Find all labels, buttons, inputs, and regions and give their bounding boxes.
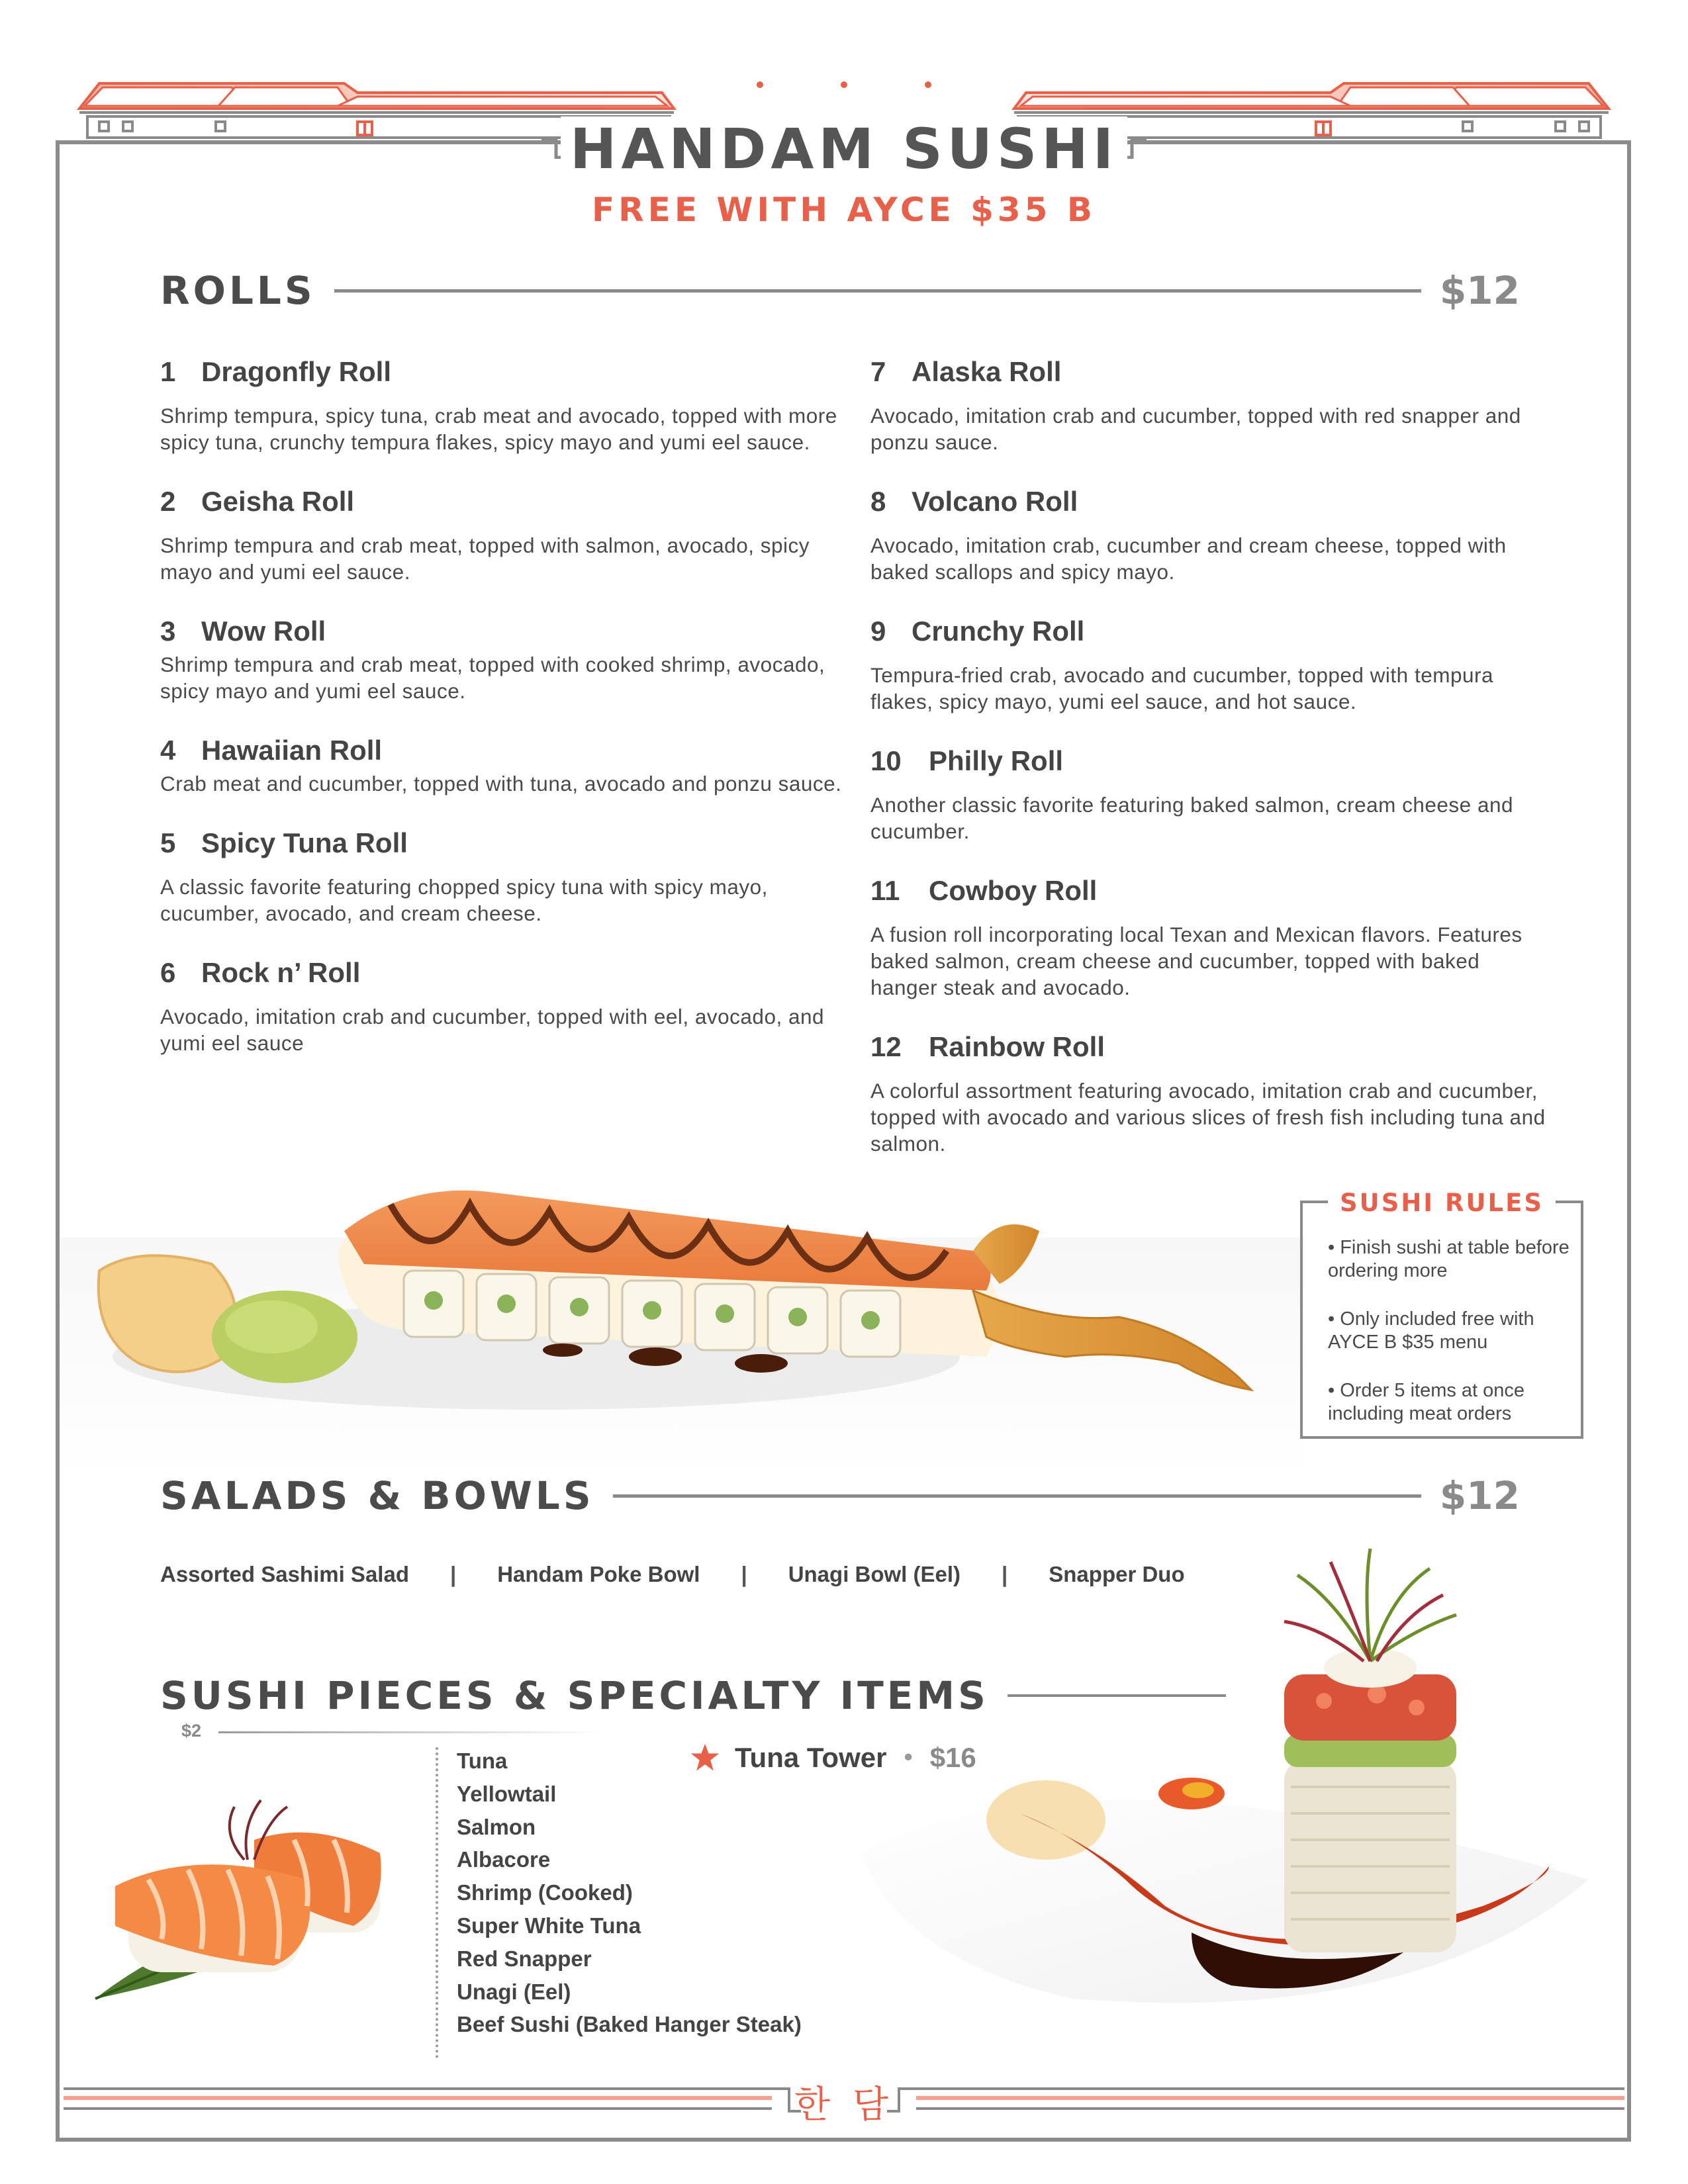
roll-item	[160, 735, 849, 797]
roll-item	[870, 1031, 1552, 1157]
sushi-piece-item: Tuna	[457, 1749, 508, 1773]
roll-description: Shrimp tempura and crab meat, topped with salmon, avocado, spicy mayo and yumi eel sauce.	[160, 533, 810, 584]
page-subtitle: FREE WITH AYCE $35 B	[592, 191, 1096, 229]
roll-number: 2	[160, 486, 176, 517]
rolls-left-column	[160, 356, 849, 1087]
roll-item	[870, 615, 1552, 715]
rolls-title: ROLLS	[160, 268, 316, 313]
roll-name: Crunchy Roll	[912, 615, 1085, 647]
roll-description: Shrimp tempura, spicy tuna, crab meat and avocado, topped with more spicy tuna, crunchy tempura flakes, spicy mayo and yumi eel sauce.	[160, 404, 837, 454]
rolls-price: $12	[1439, 268, 1520, 313]
roll-number: 3	[160, 615, 176, 647]
roll-item	[870, 356, 1552, 455]
sushi-roll-photo	[60, 1158, 1304, 1476]
rolls-divider	[334, 289, 1421, 293]
roll-description: A fusion roll incorporating local Texan and Mexican flavors. Features baked salmon, cream cheese and cucumber, topped with baked hanger steak and avocado.	[870, 923, 1523, 999]
roll-name: Dragonfly Roll	[201, 356, 392, 387]
roll-number: 1	[160, 356, 176, 387]
specialty-price: $16	[929, 1742, 976, 1773]
separator: |	[1002, 1562, 1008, 1586]
roll-name: Rainbow Roll	[929, 1031, 1105, 1062]
page-title: HANDAM SUSHI	[561, 116, 1127, 181]
specialty-name: Tuna Tower	[735, 1742, 887, 1773]
salad-item: Assorted Sashimi Salad	[160, 1562, 409, 1586]
salads-divider	[613, 1494, 1421, 1498]
specialty-separator: •	[901, 1744, 915, 1772]
roll-description: Avocado, imitation crab, cucumber and cream cheese, topped with baked scallops and spicy mayo.	[870, 533, 1507, 584]
roll-name: Philly Roll	[929, 745, 1064, 776]
salad-item: Handam Poke Bowl	[497, 1562, 700, 1586]
sushi-piece-item: Albacore	[457, 1847, 551, 1872]
roll-number: 5	[160, 827, 176, 858]
roll-item	[160, 957, 849, 1056]
roll-name: Wow Roll	[201, 615, 326, 647]
roll-item	[160, 827, 849, 927]
sushi-rule: • Finish sushi at table before ordering more	[1328, 1237, 1570, 1281]
pieces-price-rule	[218, 1731, 605, 1733]
salmon-nigiri-photo	[89, 1780, 420, 2005]
sushi-piece-item: Yellowtail	[457, 1781, 557, 1806]
roll-number: 9	[870, 615, 886, 647]
sushi-rules-list	[1328, 1236, 1573, 1451]
rolls-header	[160, 268, 1520, 313]
roll-name: Rock n’ Roll	[201, 957, 361, 988]
roll-number: 8	[870, 486, 886, 517]
salads-header	[160, 1473, 1520, 1518]
roll-name: Volcano Roll	[912, 486, 1078, 517]
roll-number: 7	[870, 356, 886, 387]
pieces-dotted-divider	[436, 1747, 438, 2058]
roll-description: A colorful assortment featuring avocado, imitation crab and cucumber, topped with avocado and various slices of fresh fish including tuna and salmon.	[870, 1079, 1546, 1156]
roll-number: 11	[870, 875, 900, 906]
roll-description: Tempura-fried crab, avocado and cucumber, topped with tempura flakes, spicy mayo, yumi eel sauce, and hot sauce.	[870, 663, 1494, 713]
roll-name: Cowboy Roll	[929, 875, 1098, 906]
roll-name: Spicy Tuna Roll	[201, 827, 408, 858]
sushi-piece-item: Shrimp (Cooked)	[457, 1880, 633, 1905]
roll-description: Crab meat and cucumber, topped with tuna, avocado and ponzu sauce.	[160, 772, 842, 796]
salad-item: Unagi Bowl (Eel)	[788, 1562, 961, 1586]
sushi-piece-item: Unagi (Eel)	[457, 1979, 571, 2004]
roll-name: Alaska Roll	[912, 356, 1062, 387]
separator: |	[741, 1562, 747, 1586]
roll-description: Avocado, imitation crab and cucumber, topped with eel, avocado, and yumi eel sauce	[160, 1005, 825, 1055]
sushi-rules-box	[1300, 1189, 1583, 1439]
roll-description: Another classic favorite featuring baked salmon, cream cheese and cucumber.	[870, 793, 1514, 843]
pieces-price: $2	[181, 1721, 202, 1741]
star-icon	[690, 1743, 720, 1773]
roll-number: 6	[160, 957, 176, 988]
roll-item	[870, 486, 1552, 585]
roll-description: Shrimp tempura and crab meat, topped with cooked shrimp, avocado, spicy mayo and yumi eel sauce.	[160, 653, 825, 703]
sushi-rules-title: SUSHI RULES	[1328, 1189, 1556, 1217]
roll-name: Geisha Roll	[201, 486, 355, 517]
roll-number: 12	[870, 1031, 902, 1062]
roll-description: A classic favorite featuring chopped spicy tuna with spicy mayo, cucumber, avocado, and cream cheese.	[160, 875, 768, 925]
roll-item	[870, 745, 1552, 844]
pieces-title: SUSHI PIECES & SPECIALTY ITEMS	[160, 1673, 989, 1718]
salads-price: $12	[1439, 1473, 1520, 1518]
salad-item: Snapper Duo	[1049, 1562, 1185, 1586]
roll-description: Avocado, imitation crab and cucumber, topped with red snapper and ponzu sauce.	[870, 404, 1521, 454]
sushi-rule: • Order 5 items at once including meat orders	[1328, 1380, 1525, 1424]
title-wrap	[0, 116, 1688, 181]
roll-item	[160, 615, 849, 704]
sushi-rule: • Only included free with AYCE B $35 menu	[1328, 1308, 1534, 1353]
sushi-pieces-list	[457, 1745, 802, 2041]
separator: |	[449, 1562, 457, 1586]
sushi-piece-item: Beef Sushi (Baked Hanger Steak)	[457, 2012, 802, 2037]
footer-korean-logo: 한 담	[794, 2083, 894, 2126]
tuna-tower-photo	[821, 1535, 1602, 2038]
roll-name: Hawaiian Roll	[201, 735, 383, 766]
roll-number: 4	[160, 735, 176, 766]
roll-item	[160, 356, 849, 455]
sushi-piece-item: Salmon	[457, 1814, 536, 1839]
salads-title: SALADS & BOWLS	[160, 1473, 594, 1518]
rolls-right-column	[870, 356, 1552, 1187]
roll-item	[160, 486, 849, 585]
sushi-piece-item: Super White Tuna	[457, 1913, 641, 1938]
sushi-piece-item: Red Snapper	[457, 1946, 592, 1971]
roll-number: 10	[870, 745, 902, 776]
roll-item	[870, 875, 1552, 1001]
